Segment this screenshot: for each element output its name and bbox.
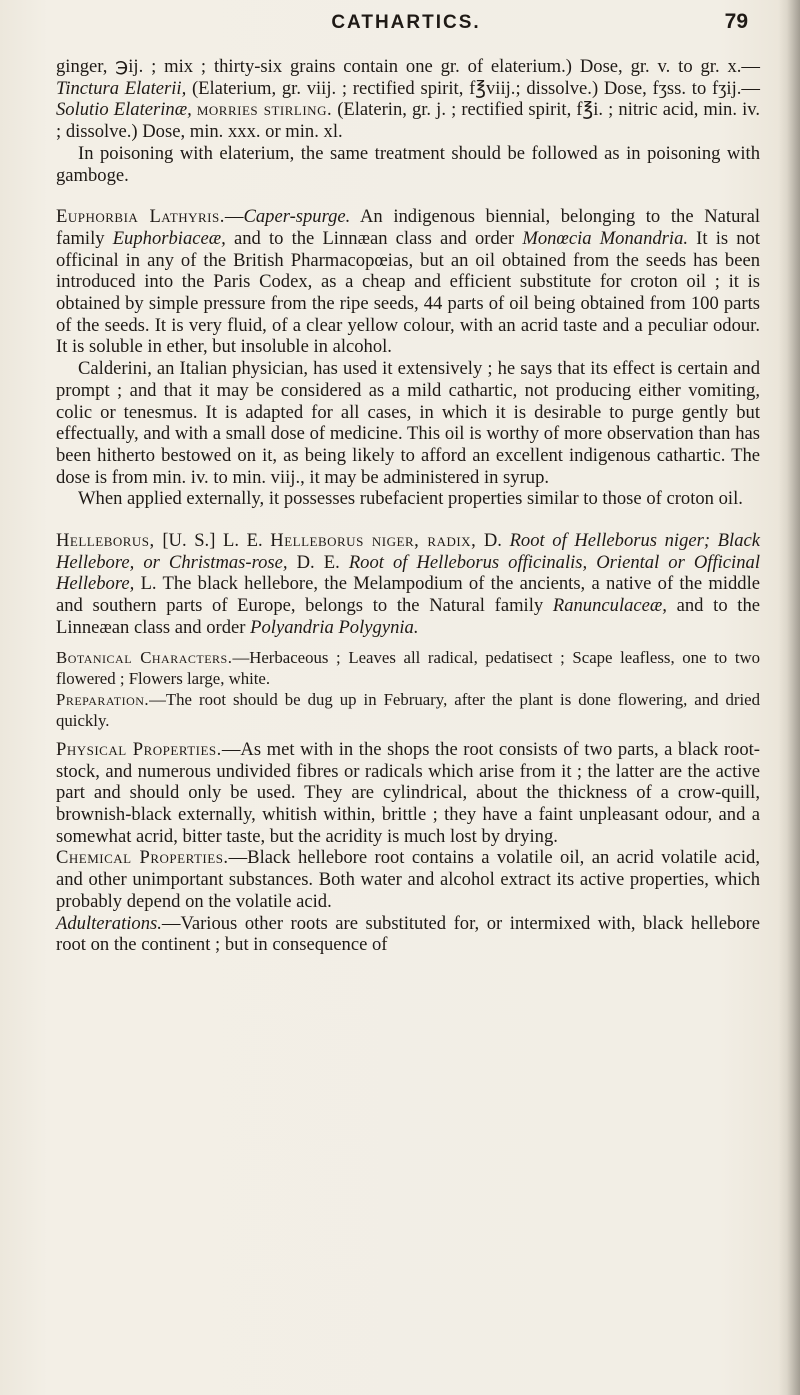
euphorbia-lathyris-entry [56,206,760,358]
text-run: and to the Linneæan class and order [56,595,760,638]
page-number: 79 [724,10,748,33]
page-header [56,8,756,40]
text-run: Preparation. [56,689,150,709]
page-body [56,56,760,956]
text-run: Polyandria Polygynia. [250,616,419,638]
text-run: An indigenous biennial, belonging to the Natural family [56,206,760,249]
chemical-properties-paragraph [56,847,760,912]
text-run: In poisoning with elaterium, the same treatment should be followed as in poisoning with gamboge. [56,142,760,186]
physical-properties-paragraph [56,739,760,848]
text-run: Root of Helleborus niger; Black Hellebore, or Christmas-rose, [56,530,761,573]
text-run: —Herbaceous ; Leaves all radical, pedatisect ; Scape leafless, one to two flowered ; Flowers large, white. [56,647,760,688]
helleborus-entry [56,530,760,639]
text-run: Root of Helleborus officinalis, Oriental or Officinal Hellebore, [56,551,760,595]
text-run: [U. S.] L. E. [154,530,271,552]
text-run: Calderini, an Italian physician, has used it extensively ; he says that its effect is certain and prompt ; and that it may be considered as a mild cathartic, not producing either vomiting, colic or tenesmus. It is adapted for all cases, in which it is desirable to purge gently but effectually, and with a small dose of medicine. This oil is worthy of more observation than has been hitherto bestowed on it, as being likely to afford an excellent indigenous cathartic. The dose is from min. iv. to min. viij., it may be administered in syrup. [56,358,760,488]
text-run: Ranunculaceæ, [552,595,667,617]
page-gutter-shadow [778,0,800,1395]
text-run: Monœcia Monandria. [522,227,689,249]
botanical-characters-paragraph [56,647,760,689]
text-run: Physical Properties. [56,738,222,760]
external-use-paragraph [56,488,760,510]
text-run: Botanical Characters. [56,647,233,667]
text-run: L. The black hellebore, the Melampodium of the ancients, a native of the middle and southern parts of Europe, belongs to the Natural family [56,573,760,617]
text-run: Euphorbia Lathyris. [56,206,225,228]
running-head: CATHARTICS. [331,12,481,33]
text-run: Helleborus niger, radix, [270,530,477,552]
text-run: Euphorbiaceæ, [112,227,226,249]
text-run: Tinctura Elaterii, [56,77,187,99]
text-run: Solutio Elaterinæ, [56,99,192,121]
text-run: morries stirling. [196,99,333,121]
text-run: —The root should be dug up in February, after the plant is done flowering, and dried quickly. [56,689,760,730]
text-run: —As met with in the shops the root consists of two parts, a black root-stock, and numerous undivided fibres or radicals which arise from it ; the latter are the active part and should only be used. They are cylindrical, about the thickness of a crow-quill, brownish-black externally, whitish within, brittle ; they have a faint unpleasant odour, and a somewhat acrid, bitter taste, but the acridity is much lost by drying. [56,738,760,847]
text-run: When applied externally, it possesses rubefacient properties similar to those of croton oil. [78,488,743,510]
text-run: (Elaterin, gr. j. ; rectified spirit, f℥i. ; nitric acid, min. iv. ; dissolve.) Dose, min. xxx. or min. xl. [56,99,760,143]
text-run: D. [476,530,510,552]
text-run: and to the Linnæan class and order [225,227,523,249]
calderini-paragraph [56,358,760,488]
text-run: —Black hellebore root contains a volatile oil, an acrid volatile acid, and other unimportant substances. Both water and alcohol extract its active properties, which probably depend on the volatile acid. [56,847,760,912]
elaterium-preparations-paragraph [56,56,760,143]
text-run: D. E. [287,551,349,573]
preparation-paragraph [56,689,760,731]
text-run: ginger, ℈ij. ; mix ; thirty-six grains contain one gr. of elaterium.) Dose, gr. v. to gr. x.— [56,56,760,77]
text-run: — [224,206,244,228]
text-run: (Elaterium, gr. viij. ; rectified spirit, f℥viij.; dissolve.) Dose, fʒss. to fʒij.— [186,77,761,99]
text-run: Chemical Properties. [56,847,229,869]
text-run: Adulterations. [56,912,162,934]
text-run: —Various other roots are substituted for, or intermixed with, black hellebore root on the continent ; but in consequence of [56,912,760,956]
text-run: Caper-spurge. [243,206,351,228]
elaterium-poisoning-paragraph [56,143,760,186]
adulterations-paragraph [56,913,760,956]
text-run: Helleborus, [56,530,155,552]
text-run: It is not officinal in any of the British Pharmacopœias, but an oil obtained from the seeds has been introduced into the Paris Codex, as a cheap and efficient substitute for croton oil ; it is obtained by simple pressure from the ripe seeds, 44 parts of oil being obtained from 100 parts of the seeds. It is very fluid, of a clear yellow colour, with an acrid taste and a peculiar odour. It is soluble in ether, but insoluble in alcohol. [56,227,761,358]
